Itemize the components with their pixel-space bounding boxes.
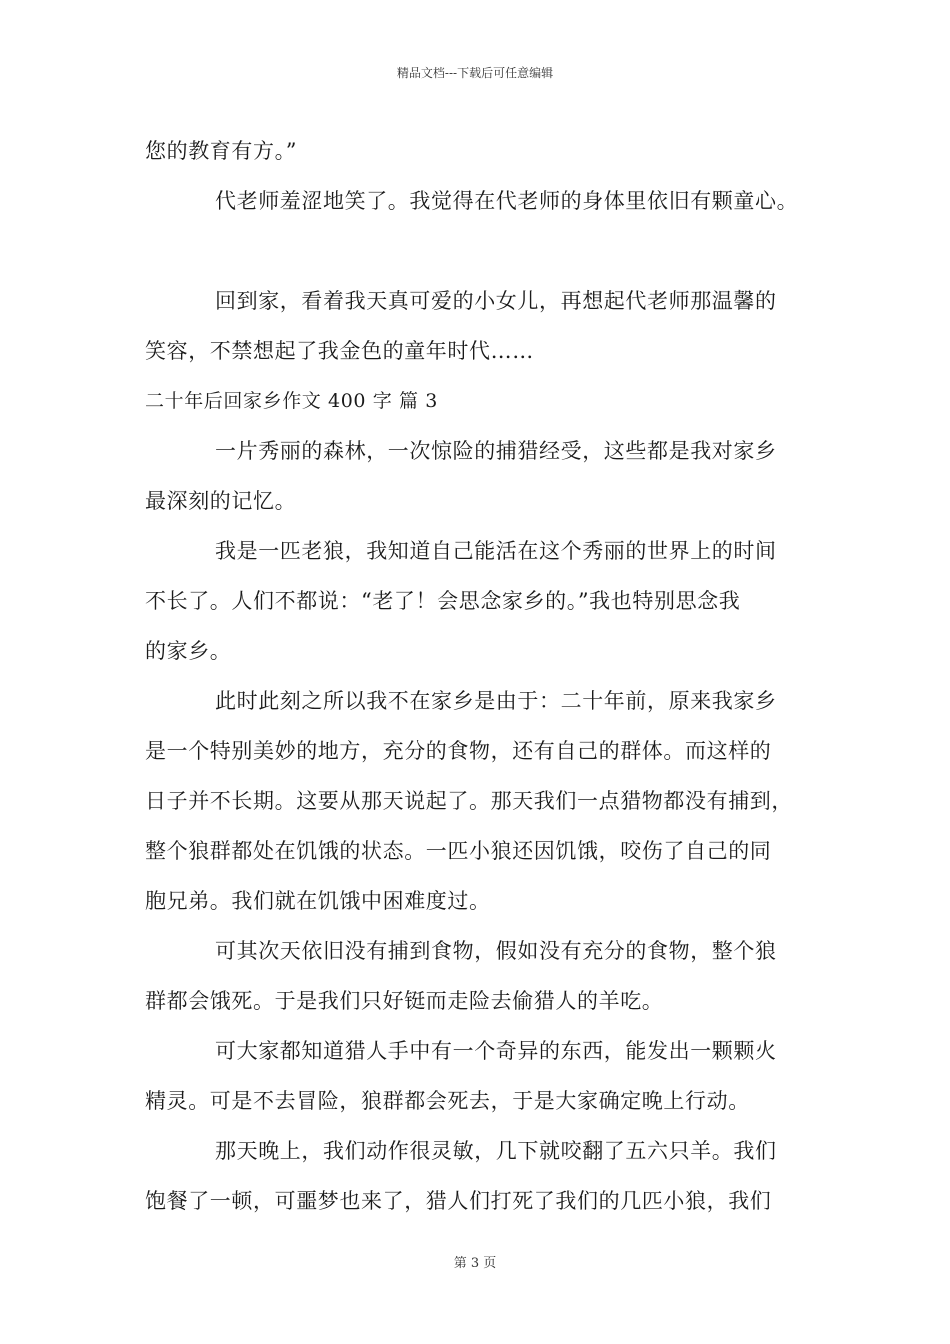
text-line: 笑容，不禁想起了我金色的童年时代…… [145,339,534,363]
text-line: 可其次天依旧没有捕到食物，假如没有充分的食物，整个狼 [215,939,777,963]
text-line: 代老师羞涩地笑了。我觉得在代老师的身体里依旧有颗童心。 [215,189,799,213]
page-number: 第 3 页 [453,1256,497,1271]
text-line: 是一个特别美妙的地方，充分的食物，还有自己的群体。而这样的 [145,739,772,763]
text-line: 整个狼群都处在饥饿的状态。一匹小狼还因饥饿，咬伤了自己的同 [145,839,772,863]
text-line: 胞兄弟。我们就在饥饿中困难度过。 [145,889,491,913]
text-line: 的家乡。 [145,639,232,663]
text-line: 日子并不长期。这要从那天说起了。那天我们一点猎物都没有捕到， [145,789,793,813]
text-line: 一片秀丽的森林，一次惊险的捕猎经受，这些都是我对家乡 [215,439,777,463]
text-line: 饱餐了一顿，可噩梦也来了，猎人们打死了我们的几匹小狼，我们 [145,1189,772,1213]
text-line: 最深刻的记忆。 [145,489,297,513]
text-line: 我是一匹老狼，我知道自己能活在这个秀丽的世界上的时间 [215,539,777,563]
page-header: 精品文档---下载后可任意编辑 [396,66,554,80]
text-line: 您的教育有方。” [145,139,298,163]
text-line: 可大家都知道猎人手中有一个奇异的东西，能发出一颗颗火 [215,1039,777,1063]
text-line: 那天晚上，我们动作很灵敏，几下就咬翻了五六只羊。我们 [215,1139,777,1163]
text-line: 此时此刻之所以我不在家乡是由于：二十年前，原来我家乡 [215,689,777,713]
text-line: 群都会饿死。于是我们只好铤而走险去偷猎人的羊吃。 [145,989,664,1013]
section-heading: 二十年后回家乡作文 400 字 篇 3 [145,390,438,412]
text-line: 精灵。可是不去冒险，狼群都会死去，于是大家确定晚上行动。 [145,1089,750,1113]
text-line: 回到家，看着我天真可爱的小女儿，再想起代老师那温馨的 [215,289,777,313]
text-line: 不长了。人们不都说：“老了！会思念家乡的。”我也特别思念我 [145,589,741,613]
